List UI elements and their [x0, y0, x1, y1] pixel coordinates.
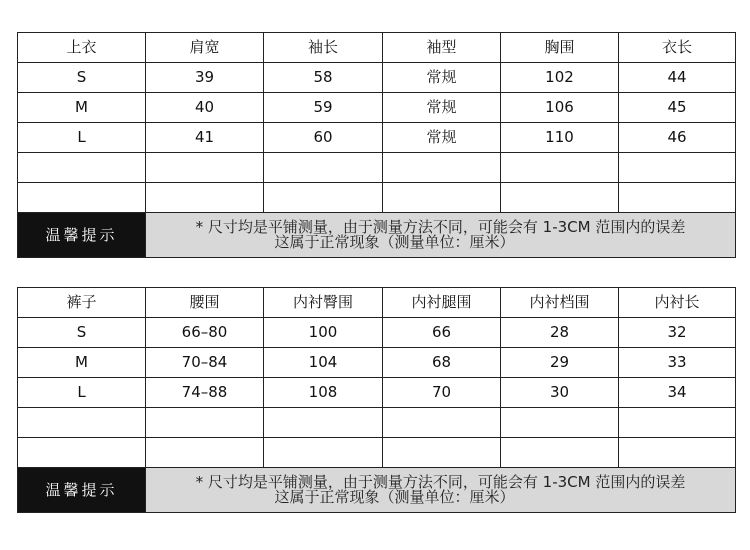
table-cell: 29	[501, 348, 619, 378]
table-cell: 40	[146, 93, 264, 123]
note-line-2: 这属于正常现象（测量单位：厘米）	[274, 233, 515, 251]
table-row	[18, 348, 736, 378]
top-header-cell: 胸围	[501, 33, 619, 63]
empty-row	[18, 438, 736, 468]
empty-cell	[264, 153, 383, 183]
table-cell: 41	[146, 123, 264, 153]
table-cell: 28	[501, 318, 619, 348]
table-cell: 32	[619, 318, 736, 348]
bottom-size-table	[17, 287, 736, 513]
bottom-header-cell: 内衬腿围	[383, 288, 501, 318]
table-row	[18, 318, 736, 348]
note-line-1: * 尺寸均是平铺测量，由于测量方法不同，可能会有 1-3CM 范围内的误差	[195, 218, 686, 236]
empty-cell	[383, 153, 501, 183]
empty-cell	[18, 408, 146, 438]
top-size-table	[17, 32, 736, 258]
empty-cell	[18, 153, 146, 183]
table-cell: 常规	[383, 123, 501, 153]
empty-row	[18, 408, 736, 438]
table-cell: 30	[501, 378, 619, 408]
table-cell: 100	[264, 318, 383, 348]
table-cell: 108	[264, 378, 383, 408]
table-cell: S	[18, 318, 146, 348]
table-cell: 66	[383, 318, 501, 348]
empty-cell	[146, 153, 264, 183]
table-cell: 39	[146, 63, 264, 93]
bottom-header-cell: 内衬臀围	[264, 288, 383, 318]
bottom-header-cell: 内衬长	[619, 288, 736, 318]
table-cell: 70–84	[146, 348, 264, 378]
note-row	[18, 213, 736, 258]
table-cell: S	[18, 63, 146, 93]
empty-cell	[18, 438, 146, 468]
table-cell: L	[18, 123, 146, 153]
empty-cell	[619, 153, 736, 183]
table-cell: 34	[619, 378, 736, 408]
table-cell: 58	[264, 63, 383, 93]
top-header-cell: 袖长	[264, 33, 383, 63]
empty-cell	[146, 438, 264, 468]
table-row	[18, 123, 736, 153]
table-cell: L	[18, 378, 146, 408]
table-cell: 74–88	[146, 378, 264, 408]
table-cell: M	[18, 348, 146, 378]
empty-cell	[264, 408, 383, 438]
empty-cell	[501, 408, 619, 438]
empty-cell	[146, 183, 264, 213]
table-cell: 44	[619, 63, 736, 93]
empty-cell	[501, 438, 619, 468]
top-header-cell: 肩宽	[146, 33, 264, 63]
table-row	[18, 63, 736, 93]
table-cell: 常规	[383, 63, 501, 93]
table-row	[18, 93, 736, 123]
empty-cell	[501, 183, 619, 213]
note-label: 温馨提示	[18, 468, 146, 513]
empty-cell	[619, 408, 736, 438]
bottom-header-cell: 内衬档围	[501, 288, 619, 318]
empty-cell	[383, 183, 501, 213]
bottom-header-cell: 裤子	[18, 288, 146, 318]
table-cell: 常规	[383, 93, 501, 123]
empty-cell	[619, 438, 736, 468]
table-cell: 45	[619, 93, 736, 123]
note-text	[146, 213, 736, 258]
table-cell: 110	[501, 123, 619, 153]
top-header-row	[18, 33, 736, 63]
table-cell: 60	[264, 123, 383, 153]
empty-cell	[264, 438, 383, 468]
note-row	[18, 468, 736, 513]
table-cell: 68	[383, 348, 501, 378]
note-line-2: 这属于正常现象（测量单位：厘米）	[274, 488, 515, 506]
table-cell: 104	[264, 348, 383, 378]
empty-cell	[383, 438, 501, 468]
empty-cell	[619, 183, 736, 213]
table-cell: M	[18, 93, 146, 123]
top-header-cell: 衣长	[619, 33, 736, 63]
table-cell: 59	[264, 93, 383, 123]
top-header-cell: 上衣	[18, 33, 146, 63]
empty-cell	[501, 153, 619, 183]
top-header-cell: 袖型	[383, 33, 501, 63]
table-cell: 102	[501, 63, 619, 93]
table-row	[18, 378, 736, 408]
bottom-header-cell: 腰围	[146, 288, 264, 318]
note-text	[146, 468, 736, 513]
table-cell: 70	[383, 378, 501, 408]
empty-cell	[18, 183, 146, 213]
empty-cell	[264, 183, 383, 213]
empty-cell	[146, 408, 264, 438]
empty-row	[18, 153, 736, 183]
empty-row	[18, 183, 736, 213]
bottom-header-row	[18, 288, 736, 318]
note-label: 温馨提示	[18, 213, 146, 258]
table-cell: 33	[619, 348, 736, 378]
note-line-1: * 尺寸均是平铺测量，由于测量方法不同，可能会有 1-3CM 范围内的误差	[195, 473, 686, 491]
table-cell: 46	[619, 123, 736, 153]
table-cell: 106	[501, 93, 619, 123]
table-cell: 66–80	[146, 318, 264, 348]
empty-cell	[383, 408, 501, 438]
